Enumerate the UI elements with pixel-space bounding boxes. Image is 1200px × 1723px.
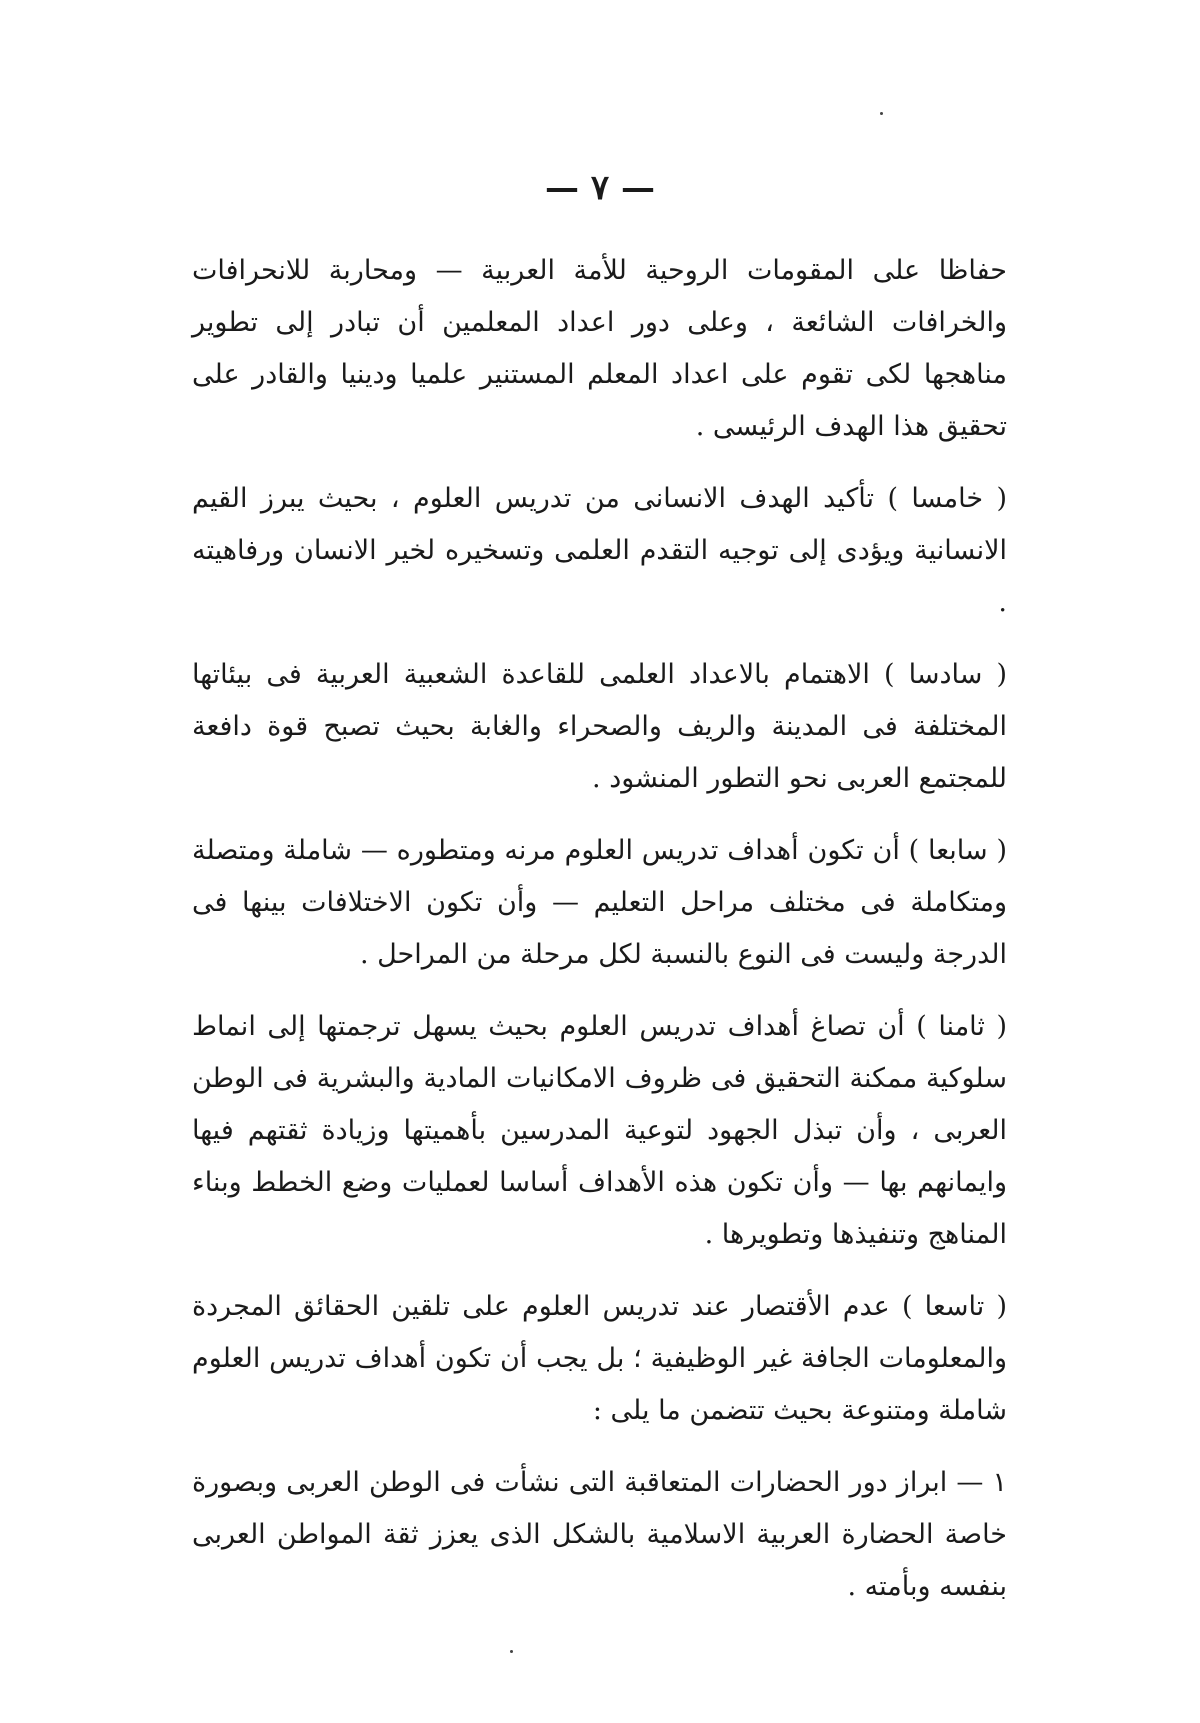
paragraph-fifth: ( خامسا ) تأكيد الهدف الانسانى من تدريس العلوم ، بحيث يبرز القيم الانسانية ويؤدى إلى توجيه التقدم العلمى وتسخيره لخير الانسان ورفاهيته . bbox=[192, 483, 1007, 618]
page-number: — ٧ — bbox=[545, 168, 655, 208]
document-body bbox=[192, 245, 1007, 1633]
paragraph-intro: حفاظا على المقومات الروحية للأمة العربية — ومحاربة للانحرافات والخرافات الشائعة ، وعلى دور اعداد المعلمين أن تبادر إلى تطوير مناهجها لكى تقوم على اعداد المعلم المستنير علميا ودينيا والقادر على تحقيق هذا الهدف الرئيسى . bbox=[192, 255, 1007, 442]
paragraph-seventh: ( سابعا ) أن تكون أهداف تدريس العلوم مرنه ومتطوره — شاملة ومتصلة ومتكاملة فى مختلف مراحل التعليم — وأن تكون الاختلافات بينها فى الدرجة وليست فى النوع بالنسبة لكل مرحلة من المراحل . bbox=[192, 835, 1007, 970]
paragraph-sixth: ( سادسا ) الاهتمام بالاعداد العلمى للقاعدة الشعبية العربية فى بيئاتها المختلفة فى المدينة والريف والصحراء والغابة بحيث تصبح قوة دافعة للمجتمع العربى نحو التطور المنشود . bbox=[192, 659, 1007, 794]
scan-speck bbox=[880, 112, 883, 115]
paragraph-item-1: ١ — ابراز دور الحضارات المتعاقبة التى نشأت فى الوطن العربى وبصورة خاصة الحضارة العربية الاسلامية بالشكل الذى يعزز ثقة المواطن العربى بنفسه وبأمته . bbox=[192, 1467, 1007, 1602]
paragraph-eighth: ( ثامنا ) أن تصاغ أهداف تدريس العلوم بحيث يسهل ترجمتها إلى انماط سلوكية ممكنة التحقيق فى ظروف الامكانيات المادية والبشرية فى الوطن العربى ، وأن تبذل الجهود لتوعية المدرسين بأهميتها وزيادة ثقتهم فيها وايمانهم بها — وأن تكون هذه الأهداف أساسا لعمليات وضع الخطط وبناء المناهج وتنفيذها وتطويرها . bbox=[192, 1011, 1007, 1250]
paragraph-ninth: ( تاسعا ) عدم الأقتصار عند تدريس العلوم على تلقين الحقائق المجردة والمعلومات الجافة غير الوظيفية ؛ بل يجب أن تكون أهداف تدريس العلوم شاملة ومتنوعة بحيث تتضمن ما يلى : bbox=[192, 1291, 1007, 1426]
scan-speck bbox=[510, 1650, 513, 1653]
